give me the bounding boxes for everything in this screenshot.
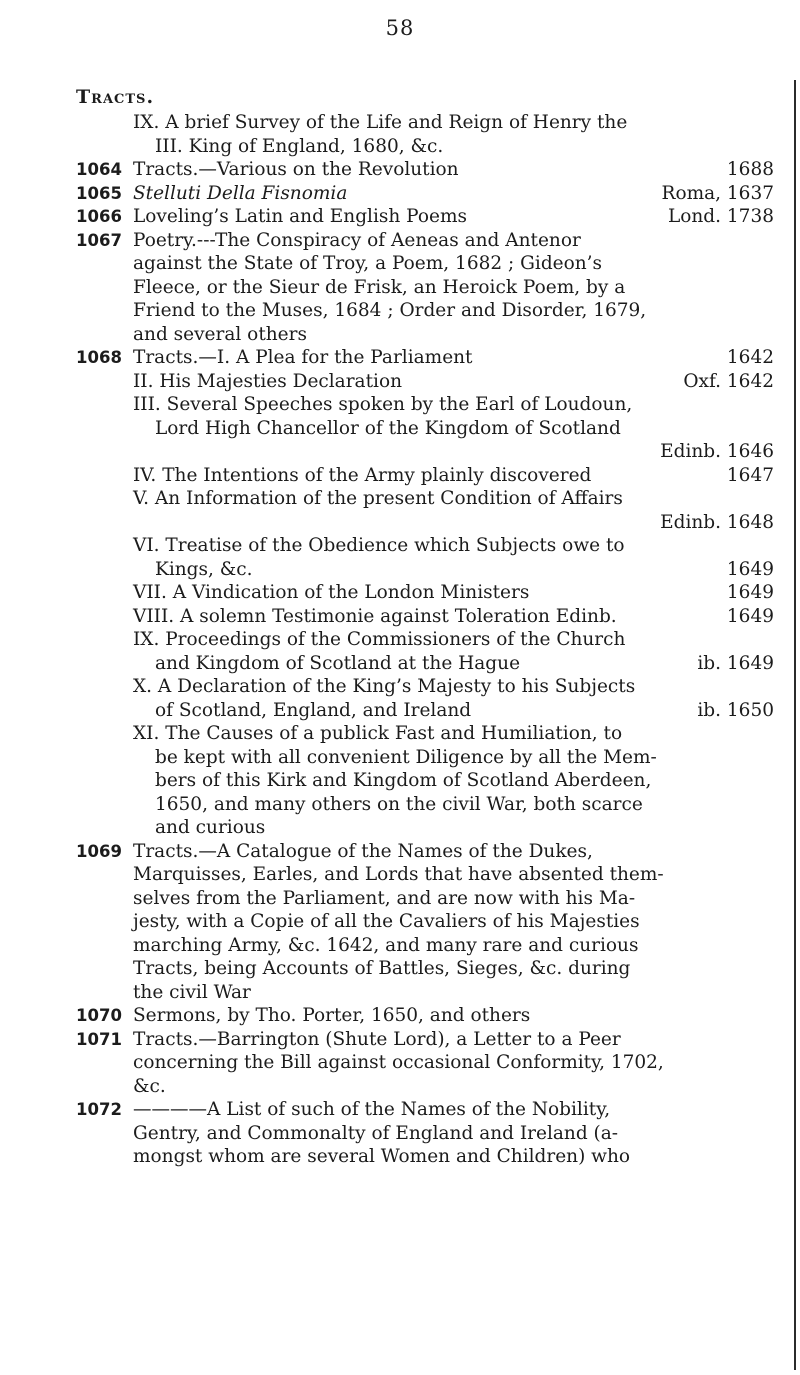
lot-number: 1071 [76,1029,122,1049]
lot-number: 1072 [76,1100,122,1119]
page-number: 58 [385,16,415,40]
catalogue-line [0,323,800,347]
catalogue-line [0,769,800,793]
line-text: 1650, and many others on the civil War, both scarce [155,793,643,815]
line-text: ————A List of such of the Names of the Nobility, [133,1099,611,1120]
catalogue-line [0,558,800,582]
catalogue-line [0,229,800,253]
line-text: XI. The Causes of a publick Fast and Humiliation, to [133,723,623,744]
catalogue-line [0,417,800,441]
line-text: and curious [155,817,266,838]
catalogue-line [0,252,800,276]
catalogue-line [0,1004,800,1028]
catalogue-line [0,440,800,464]
line-text: Tracts, being Accounts of Battles, Sieges, &c. during [133,958,631,979]
catalogue-line [0,182,800,206]
line-text: be kept with all convenient Diligence by all the Mem- [155,746,657,768]
catalogue-line [0,746,800,770]
catalogue-line [0,722,800,746]
line-text: against the State of Troy, a Poem, 1682 ; Gideon’s [133,253,603,274]
section-header: Tracts. [76,86,155,108]
line-text: Lord High Chancellor of the Kingdom of Scotland [155,417,621,439]
line-text: Fleece, or the Sieur de Frisk, an Heroick Poem, by a [133,276,626,298]
catalogue-line [0,840,800,864]
imprint: ib. 1650 [697,699,774,721]
catalogue-line [0,111,800,135]
catalogue-line [0,534,800,558]
catalogue-line [0,1098,800,1122]
catalogue-line [0,205,800,229]
line-text: IX. Proceedings of the Commissioners of the Church [133,629,626,650]
lot-number: 1067 [76,230,122,250]
catalogue-line [0,370,800,394]
lot-number: 1066 [76,207,122,226]
line-text: III. Several Speeches spoken by the Earl of Loudoun, [133,394,633,415]
line-text: VI. Treatise of the Obedience which Subjects owe to [133,535,625,556]
line-text: II. His Majesties Declaration [133,370,402,392]
catalogue-line [0,1028,800,1052]
line-text: concerning the Bill against occasional Conformity, 1702, [133,1052,664,1073]
line-text: Tracts.—Various on the Revolution [133,159,459,180]
line-text: Poetry.---The Conspiracy of Aeneas and Antenor [133,229,581,251]
catalogue-line [0,276,800,300]
catalogue-line [0,1122,800,1146]
catalogue-line [0,981,800,1005]
imprint: 1649 [726,582,774,603]
imprint: 1642 [726,347,774,368]
catalogue-line [0,793,800,817]
lot-number: 1069 [76,841,122,861]
catalogue-line [0,934,800,958]
line-text: IX. A brief Survey of the Life and Reign of Henry the [133,112,628,133]
line-text: VIII. A solemn Testimonie against Toleration Edinb. [133,605,617,627]
line-text: Sermons, by Tho. Porter, 1650, and others [133,1005,531,1026]
catalogue-line [0,863,800,887]
line-text: and Kingdom of Scotland at the Hague [155,652,521,674]
line-text: of Scotland, England, and Ireland [155,699,472,721]
catalogue-line [0,957,800,981]
catalogue-line [0,487,800,511]
line-text: Stelluti Della Fisnomia [133,182,348,204]
catalogue-line [0,581,800,605]
line-text: IV. The Intentions of the Army plainly discovered [133,464,592,486]
catalogue-line [0,628,800,652]
catalogue-line [0,699,800,723]
line-text: &c. [133,1075,166,1097]
catalogue-line [0,910,800,934]
line-text: and several others [133,323,307,345]
catalogue-line [0,816,800,840]
imprint: Edinb. 1646 [660,441,774,462]
line-text: Loveling’s Latin and English Poems [133,206,468,227]
line-text: Gentry, and Commonalty of England and Ireland (a- [133,1122,619,1144]
lot-number: 1068 [76,348,122,367]
catalogue-line [0,652,800,676]
line-text: selves from the Parliament, and are now with his Ma- [133,887,636,909]
catalogue-line [0,1075,800,1099]
catalogue-line [0,1145,800,1169]
lot-number: 1065 [76,183,122,203]
imprint: Oxf. 1642 [683,370,774,392]
catalogue-line [0,393,800,417]
catalogue-line [0,605,800,629]
imprint: 1688 [726,159,774,180]
lot-number: 1064 [76,160,122,179]
line-text: jesty, with a Copie of all the Cavaliers of his Majesties [133,911,640,932]
catalogue-line [0,135,800,159]
line-text: Friend to the Muses, 1684 ; Order and Disorder, 1679, [133,300,647,321]
imprint: Lond. 1738 [667,206,774,227]
imprint: ib. 1649 [697,652,774,674]
catalogue-line [0,675,800,699]
imprint: 1649 [726,605,774,627]
catalogue-line [0,887,800,911]
line-text: Kings, &c. [155,558,253,580]
catalogue-entries [0,111,800,1169]
imprint: Edinb. 1648 [660,511,774,533]
line-text: mongst whom are several Women and Children) who [133,1146,631,1167]
imprint: 1647 [726,464,774,486]
line-text: Tracts.—A Catalogue of the Names of the Dukes, [133,840,593,862]
line-text: marching Army, &c. 1642, and many rare and curious [133,934,639,956]
page-edge [794,80,796,1370]
line-text: bers of this Kirk and Kingdom of Scotland Aberdeen, [155,770,652,791]
line-text: X. A Declaration of the King’s Majesty to his Subjects [133,676,636,697]
catalogue-line [0,464,800,488]
catalogue-line [0,158,800,182]
line-text: V. An Information of the present Condition of Affairs [133,488,623,509]
imprint: Roma, 1637 [661,182,774,204]
catalogue-line [0,511,800,535]
line-text: the civil War [133,981,251,1003]
imprint: 1649 [726,558,774,580]
line-text: III. King of England, 1680, &c. [155,135,444,157]
line-text: Tracts.—Barrington (Shute Lord), a Letter to a Peer [133,1028,621,1050]
catalogue-line [0,1051,800,1075]
line-text: VII. A Vindication of the London Ministers [133,582,530,603]
catalogue-line [0,346,800,370]
lot-number: 1070 [76,1006,122,1025]
line-text: Tracts.—I. A Plea for the Parliament [133,347,473,368]
line-text: Marquisses, Earles, and Lords that have absented them- [133,864,664,885]
catalogue-line [0,299,800,323]
